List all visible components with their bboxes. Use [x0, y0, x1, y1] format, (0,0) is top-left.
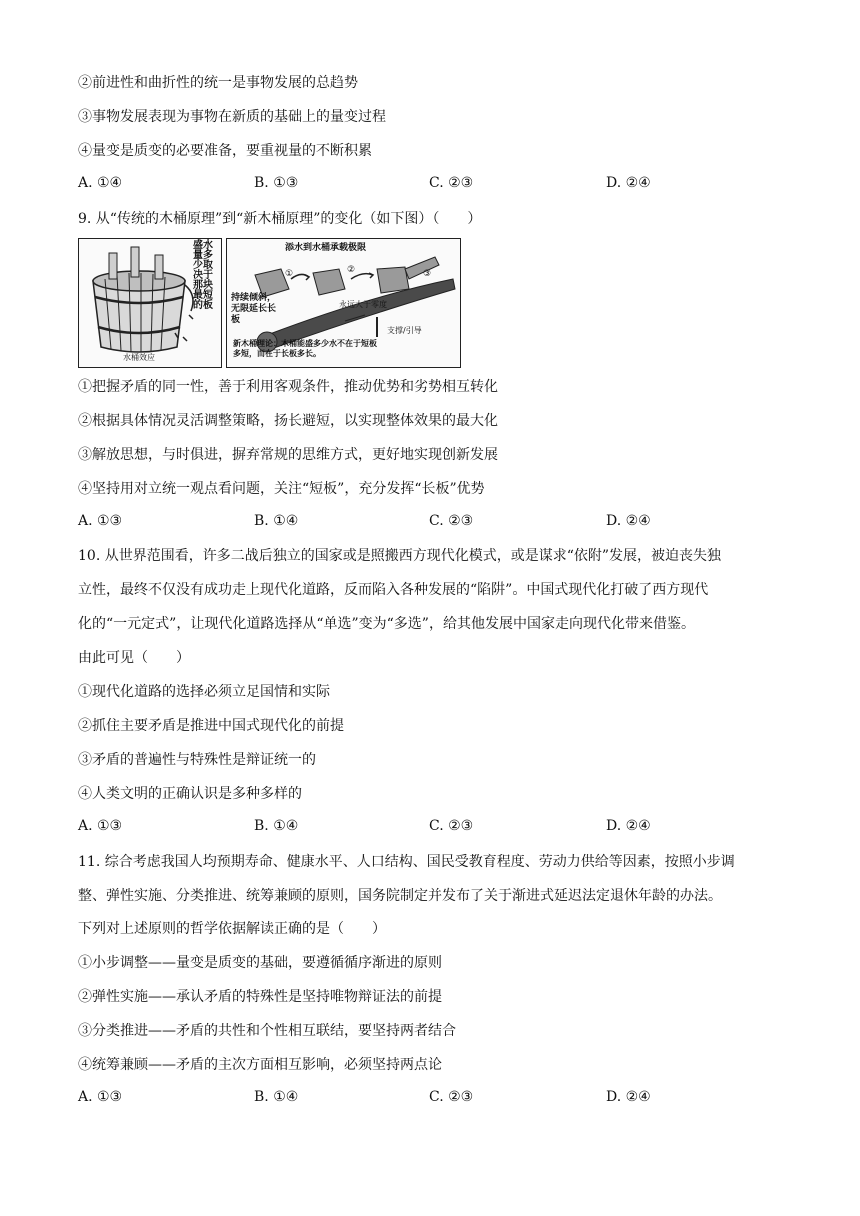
new-barrel-step-3: ③: [423, 269, 432, 279]
new-barrel-extend-label: 持续倾斜，无限延长长板: [231, 293, 277, 325]
q8-option-c[interactable]: C. ②③: [429, 175, 474, 191]
new-barrel-theory-panel: [226, 238, 461, 368]
q11-stem-line-1: 11. 综合考虑我国人均预期寿命、健康水平、人口结构、国民受教育程度、劳动力供给等因素，按照小步调: [78, 854, 735, 870]
q8-option-b[interactable]: B. ①③: [254, 175, 299, 191]
q11-item-2: ②弹性实施——承认矛盾的特殊性是坚持唯物辩证法的前提: [78, 989, 442, 1005]
q10-option-a[interactable]: A. ①③: [78, 818, 123, 834]
new-barrel-angle-label: 永远大于零度: [339, 300, 387, 309]
new-barrel-theory-text: 新木桶理论：木桶能盛多少水不在于短板多短，而在于长板多长。: [233, 339, 377, 358]
q11-options: [78, 1089, 778, 1109]
new-barrel-step-1: ①: [285, 269, 294, 279]
q11-option-c[interactable]: C. ②③: [429, 1089, 474, 1105]
q8-item-2: ②前进性和曲折性的统一是事物发展的总趋势: [78, 75, 358, 91]
barrel-note-3: 多: [203, 250, 213, 261]
barrel-note-9: 块: [203, 280, 213, 291]
q10-option-b[interactable]: B. ①④: [254, 818, 299, 834]
barrel-effect-panel: [78, 238, 222, 368]
q10-item-2: ②抓住主要矛盾是推进中国式现代化的前提: [78, 718, 344, 734]
q8-options: [78, 175, 778, 195]
q10-stem-line-1: 10. 从世界范围看，许多二战后独立的国家或是照搬西方现代化模式，或是谋求“依附”发展，被迫丧失独: [78, 548, 722, 564]
q11-option-a[interactable]: A. ①③: [78, 1089, 123, 1105]
new-barrel-step-2: ②: [347, 265, 356, 275]
barrel-effect-caption: 水桶效应: [123, 353, 155, 362]
new-barrel-support-label: 支撑/引导: [387, 326, 422, 335]
barrel-note-2: 量: [193, 250, 203, 261]
q10-stem-line-4: 由此可见（ ）: [78, 650, 190, 666]
q11-option-b[interactable]: B. ①④: [254, 1089, 299, 1105]
barrel-note-5: 取: [203, 260, 213, 271]
q11-item-4: ④统筹兼顾——矛盾的主次方面相互影响，必须坚持两点论: [78, 1057, 442, 1073]
barrel-note-13: 板: [203, 300, 213, 311]
q11-stem-line-2: 整、弹性实施、分类推进、统筹兼顾的原则，国务院制定并发布了关于渐进式延迟法定退休年龄的办法。: [78, 888, 722, 904]
q9-item-2: ②根据具体情况灵活调整策略，扬长避短，以实现整体效果的最大化: [78, 413, 498, 429]
barrel-note-8: 那: [193, 280, 203, 291]
q11-stem-line-3: 下列对上述原则的哲学依据解读正确的是（ ）: [78, 921, 386, 937]
q9-option-b[interactable]: B. ①④: [254, 513, 299, 529]
q10-item-4: ④人类文明的正确认识是多种多样的: [78, 786, 302, 802]
q10-option-c[interactable]: C. ②③: [429, 818, 474, 834]
q8-item-4: ④量变是质变的必要准备，要重视量的不断积累: [78, 143, 372, 159]
q9-option-d[interactable]: D. ②④: [606, 513, 651, 529]
q8-item-3: ③事物发展表现为事物在新质的基础上的量变过程: [78, 109, 386, 125]
q10-options: [78, 818, 778, 838]
q8-option-a[interactable]: A. ①④: [78, 175, 123, 191]
q9-item-4: ④坚持用对立统一观点看问题，关注“短板”，充分发挥“长板”优势: [78, 481, 485, 497]
barrel-note-11: 短: [203, 290, 213, 301]
q9-item-1: ①把握矛盾的同一性，善于利用客观条件，推动优势和劣势相互转化: [78, 379, 498, 395]
q10-item-3: ③矛盾的普遍性与特殊性是辩证统一的: [78, 752, 316, 768]
q9-item-3: ③解放思想，与时俱进，摒弃常规的思维方式，更好地实现创新发展: [78, 447, 498, 463]
q10-stem-line-3: 化的“一元定式”，让现代化道路选择从“单选”变为“多选”，给其他发展中国家走向现代化带来借鉴。: [78, 616, 695, 632]
q9-stem: 9. 从“传统的木桶原理”到“新木桶原理”的变化（如下图）（ ）: [78, 211, 482, 227]
barrel-note-10: 最: [193, 290, 203, 301]
barrel-note-7: 于: [203, 270, 213, 281]
q11-item-3: ③分类推进——矛盾的共性和个性相互联结，要坚持两者结合: [78, 1023, 456, 1039]
q9-option-a[interactable]: A. ①③: [78, 513, 123, 529]
q11-option-d[interactable]: D. ②④: [606, 1089, 651, 1105]
q9-options: [78, 513, 778, 533]
barrel-note-1: 水: [203, 240, 213, 251]
q8-option-d[interactable]: D. ②④: [606, 175, 651, 191]
q11-item-1: ①小步调整——量变是质变的基础，要遵循循序渐进的原则: [78, 955, 442, 971]
barrel-note-0: 盛: [193, 240, 203, 251]
barrel-note-6: 决: [193, 270, 203, 281]
new-barrel-top-label: 添水到水桶承载极限: [285, 243, 367, 253]
q10-item-1: ①现代化道路的选择必须立足国情和实际: [78, 684, 330, 700]
q10-stem-line-2: 立性，最终不仅没有成功走上现代化道路，反而陷入各种发展的“陷阱”。中国式现代化打破了西方现代: [78, 582, 709, 598]
barrel-note-12: 的: [193, 300, 203, 311]
q10-option-d[interactable]: D. ②④: [606, 818, 651, 834]
q9-figure: [78, 238, 461, 368]
barrel-note-4: 少: [193, 260, 203, 271]
q9-option-c[interactable]: C. ②③: [429, 513, 474, 529]
